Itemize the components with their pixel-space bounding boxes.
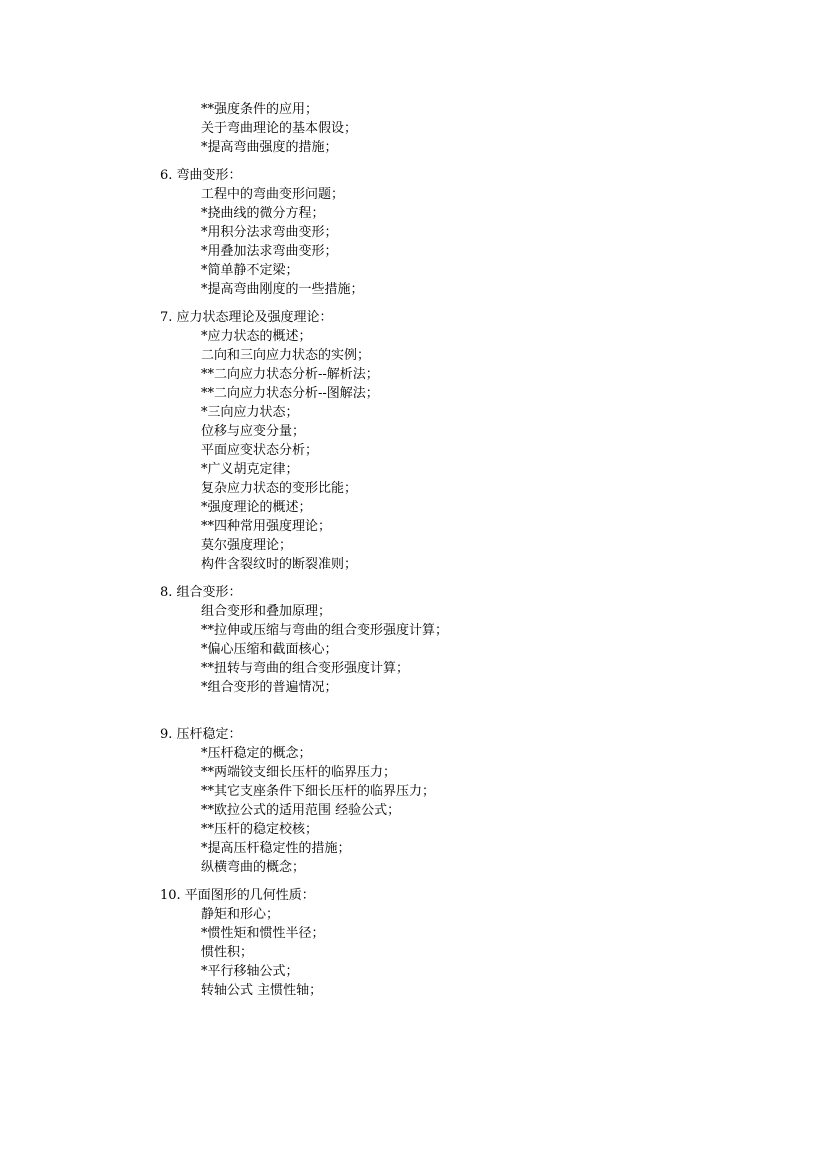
list-item: 二向和三向应力状态的实例； <box>201 348 371 363</box>
list-item: 关于弯曲理论的基本假设； <box>201 121 358 136</box>
section-combined-deformation <box>160 583 780 697</box>
list-item: 静矩和形心； <box>201 907 280 922</box>
list-item: *挠曲线的微分方程； <box>201 206 325 221</box>
spacer <box>160 299 780 308</box>
list-item: *提高弯曲强度的措施； <box>201 140 338 155</box>
list-item: **两端铰支细长压杆的临界压力； <box>201 765 397 780</box>
list-item: 组合变形和叠加原理； <box>201 604 332 619</box>
spacer <box>160 157 780 166</box>
list-item: **欧拉公式的适用范围 经验公式； <box>201 803 401 818</box>
list-item: *用叠加法求弯曲变形； <box>201 244 338 259</box>
list-item: **压杆的稳定校核； <box>201 822 319 837</box>
list-item: *强度理论的概述； <box>201 500 312 515</box>
list-item: *压杆稳定的概念； <box>201 746 312 761</box>
list-item: **二向应力状态分析--图解法； <box>201 386 379 401</box>
list-item: **四种常用强度理论； <box>201 519 332 534</box>
list-item: *惯性矩和惯性半径； <box>201 926 325 941</box>
list-item: **强度条件的应用； <box>201 102 319 117</box>
list-item: **其它支座条件下细长压杆的临界压力； <box>201 784 436 799</box>
list-item: *偏心压缩和截面核心； <box>201 642 338 657</box>
syllabus-content <box>160 100 780 1000</box>
section-heading: 8. 组合变形： <box>160 585 242 600</box>
list-item: *应力状态的概述； <box>201 329 312 344</box>
list-item: *广义胡克定律； <box>201 462 299 477</box>
list-item: **二向应力状态分析--解析法； <box>201 367 379 382</box>
section-heading: 7. 应力状态理论及强度理论： <box>160 310 333 325</box>
list-item: 工程中的弯曲变形问题； <box>201 187 345 202</box>
list-item: **扭转与弯曲的组合变形强度计算； <box>201 661 410 676</box>
list-item: *提高弯曲刚度的一些措施； <box>201 282 364 297</box>
list-item: *组合变形的普遍情况； <box>201 680 338 695</box>
list-item: *平行移轴公式； <box>201 964 299 979</box>
list-item: 位移与应变分量； <box>201 424 306 439</box>
list-item: 纵横弯曲的概念； <box>201 860 306 875</box>
section-heading: 10. 平面图形的几何性质： <box>160 888 315 903</box>
list-item: *简单静不定梁； <box>201 263 299 278</box>
section-bending-deformation <box>160 166 780 299</box>
section-stress-state-theory <box>160 308 780 574</box>
intro-list <box>160 100 780 157</box>
list-item: *提高压杆稳定性的措施； <box>201 841 351 856</box>
list-item: *用积分法求弯曲变形； <box>201 225 338 240</box>
section-geometric-properties <box>160 886 780 1000</box>
spacer <box>160 697 780 725</box>
list-item: 转轴公式 主惯性轴； <box>201 983 323 998</box>
list-item: 复杂应力状态的变形比能； <box>201 481 358 496</box>
list-item: 构件含裂纹时的断裂准则； <box>201 557 358 572</box>
section-heading: 6. 弯曲变形： <box>160 168 242 183</box>
list-item: 莫尔强度理论； <box>201 538 293 553</box>
list-item: **拉伸或压缩与弯曲的组合变形强度计算； <box>201 623 449 638</box>
list-item: 平面应变状态分析； <box>201 443 319 458</box>
list-item: 惯性积； <box>201 945 254 960</box>
section-heading: 9. 压杆稳定： <box>160 727 242 742</box>
list-item: *三向应力状态； <box>201 405 299 420</box>
section-column-stability <box>160 725 780 877</box>
spacer <box>160 574 780 583</box>
spacer <box>160 877 780 886</box>
